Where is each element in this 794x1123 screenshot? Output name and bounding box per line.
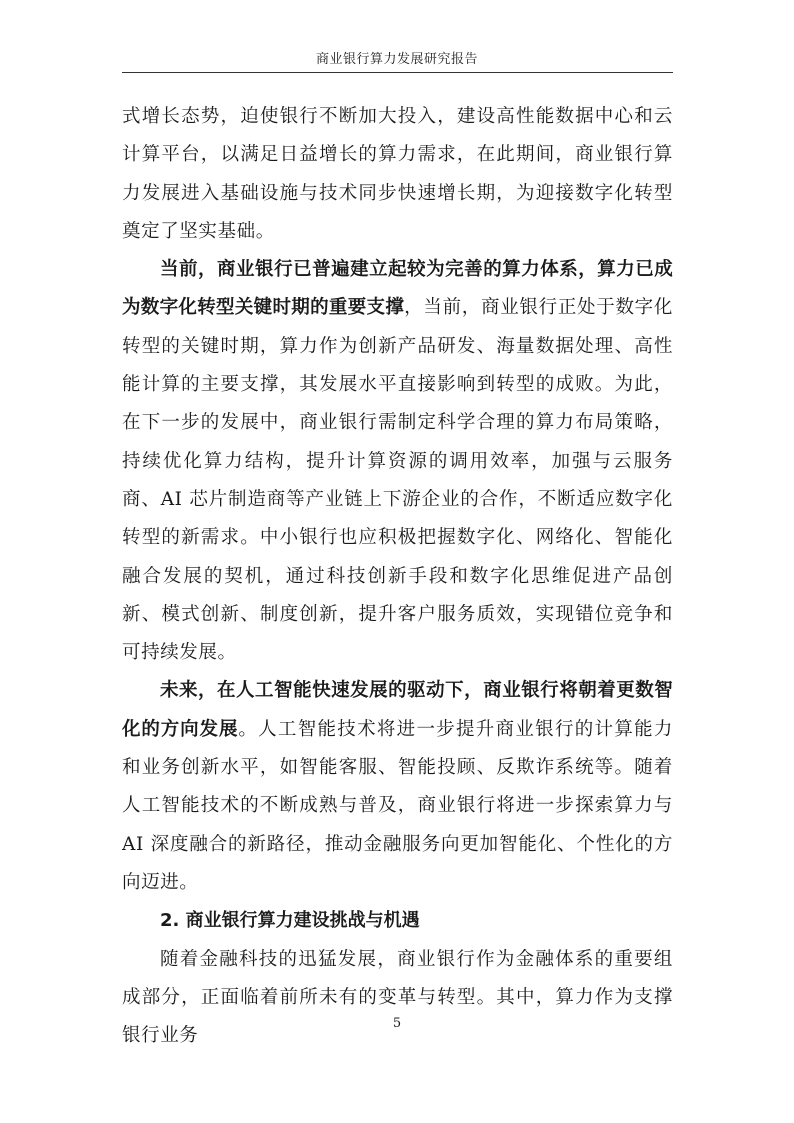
section-heading: 2. 商业银行算力建设挑战与机遇 <box>160 910 420 932</box>
running-header-title: 商业银行算力发展研究报告 <box>315 52 478 67</box>
document-body <box>122 98 673 1055</box>
body-paragraph-continuation <box>122 98 673 251</box>
paragraph-text: ，当前，商业银行正处于数字化转型的关键时期，算力作为创新产品研发、海量数据处理、高性能计算的主要支撑，其发展水平直接影响到转型的成败。为此，在下一步的发展中，商业银行需制定科学合理的算力布局策略，持续优化算力结构，提升计算资源的调用效率，加强与云服务商、AI 芯片制造商等产业链上下游企业的合作，不断适应数字化转型的新需求。中小银行也应积极把握数字化、网络化、智能化融合发展的契机，通过科技创新手段和数字化思维促进产品创新、模式创新、制度创新，提升客户服务质效，实现错位竞争和可持续发展。 <box>122 297 673 664</box>
paragraph-text: 。人工智能技术将进一步提升商业银行的计算能力和业务创新水平，如智能客服、智能投顾、反欺诈系统等。随着人工智能技术的不断成熟与普及，商业银行将进一步探索算力与 AI 深度融合的新路径，推动金融服务向更加智能化、个性化的方向迈进。 <box>122 718 674 893</box>
body-paragraph-challenges <box>122 941 673 1056</box>
paragraph-text: 随着金融科技的迅猛发展，商业银行作为金融体系的重要组成部分，正面临着前所未有的变革与转型。其中，算力作为支撑银行业务 <box>122 948 673 1047</box>
body-paragraph-future <box>122 672 673 902</box>
paragraph-text: 式增长态势，迫使银行不断加大投入，建设高性能数据中心和云计算平台，以满足日益增长的算力需求，在此期间，商业银行算力发展进入基础设施与技术同步快速增长期，为迎接数字化转型奠定了坚实基础。 <box>122 106 673 242</box>
page-number: 5 <box>392 1016 402 1031</box>
paragraph-lead-bold: 未来，在人工智能快速发展的驱动下，商业银行将朝着更数智化的方向发展 <box>122 680 673 740</box>
body-paragraph-current-state <box>122 251 673 672</box>
header-divider <box>122 72 673 73</box>
paragraph-lead-bold: 当前，商业银行已普遍建立起较为完善的算力体系，算力已成为数字化转型关键时期的重要支撑 <box>122 259 673 319</box>
